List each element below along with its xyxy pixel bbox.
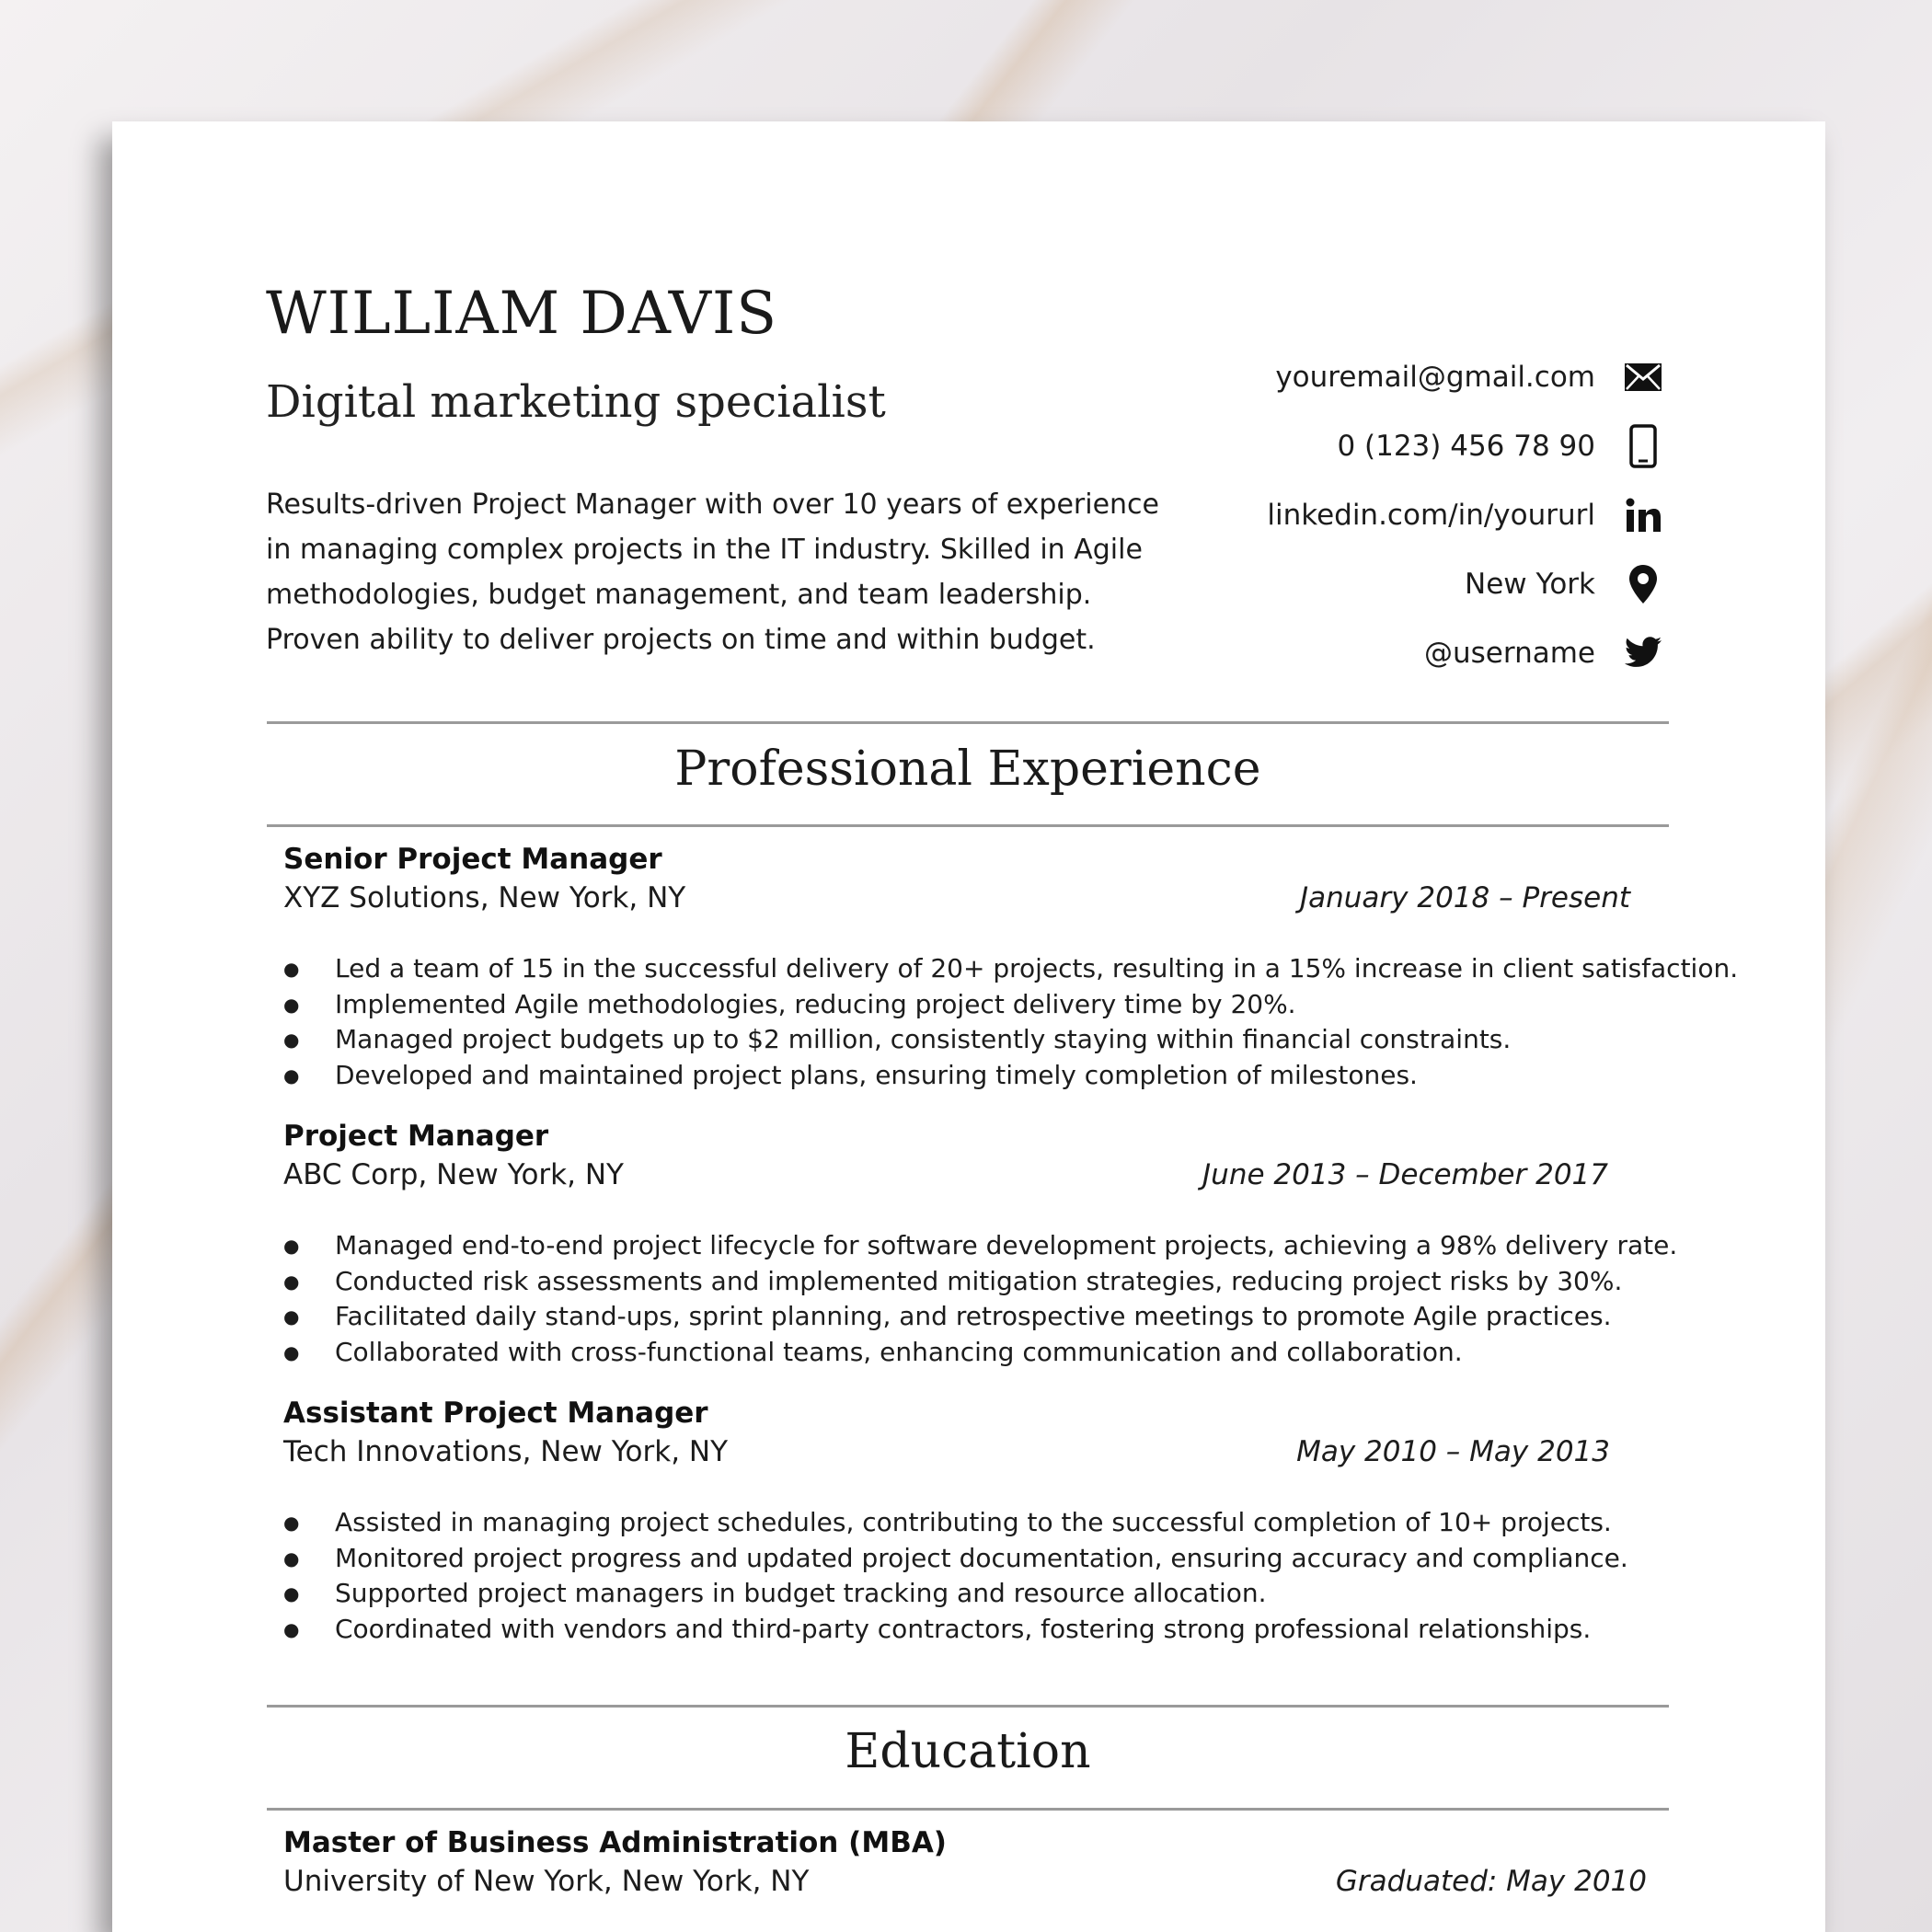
phone-icon: [1623, 426, 1663, 466]
job-company: XYZ Solutions, New York, NY: [283, 881, 686, 914]
twitter-icon: [1623, 633, 1663, 673]
job-dates: January 2018 – Present: [1299, 881, 1630, 914]
contact-phone[interactable]: [1019, 411, 1663, 480]
summary-paragraph: Results-driven Project Manager with over 10 years of experience in managing complex projects in the IT industry. Skilled in Agile methodologies, budget management, and team leadership. Proven ability to deliver projects on time and within budget.: [266, 489, 1159, 656]
candidate-title: Digital marketing specialist: [266, 376, 886, 428]
section-divider: [267, 824, 1669, 827]
contact-phone-text: 0 (123) 456 78 90: [1337, 429, 1595, 463]
job-dates: May 2010 – May 2013: [1296, 1435, 1610, 1468]
section-divider: [267, 1705, 1669, 1708]
candidate-name: WILLIAM DAVIS: [266, 280, 778, 348]
contact-email-text: youremail@gmail.com: [1275, 360, 1595, 394]
job-bullets: [283, 1505, 1719, 1647]
contact-email[interactable]: [1019, 342, 1663, 411]
job-bullets: [283, 951, 1739, 1093]
list-item: ● Developed and maintained project plans, ensuring timely completion of milestones.: [283, 1058, 1719, 1094]
degree-title: Master of Business Administration (MBA): [283, 1826, 947, 1859]
contact-twitter-text: @username: [1424, 636, 1595, 670]
list-item: ● Coordinated with vendors and third-party contractors, fostering strong professional relationships.: [283, 1612, 1719, 1648]
contact-location[interactable]: [1019, 549, 1663, 618]
list-item: ● Assisted in managing project schedules, contributing to the successful completion of 10+ projects.: [283, 1505, 1719, 1541]
list-item: ● Collaborated with cross-functional teams, enhancing communication and collaboration.: [283, 1335, 1719, 1371]
list-item: ● Facilitated daily stand-ups, sprint planning, and retrospective meetings to promote Agile practices.: [283, 1299, 1719, 1335]
resume-page: [112, 121, 1825, 1932]
list-item: ● Led a team of 15 in the successful delivery of 20+ projects, resulting in a 15% increase in client satisfaction.: [283, 951, 1719, 987]
contact-list: [1019, 342, 1663, 687]
job-company: Tech Innovations, New York, NY: [283, 1435, 729, 1468]
linkedin-icon: [1623, 495, 1663, 535]
envelope-icon: [1623, 357, 1663, 397]
contact-location-text: New York: [1465, 567, 1595, 601]
job-bullets: [283, 1228, 1719, 1370]
contact-linkedin-text: linkedin.com/in/yoururl: [1267, 498, 1595, 532]
section-divider: [267, 721, 1669, 724]
job-title: Assistant Project Manager: [283, 1397, 708, 1430]
list-item: ● Managed end-to-end project lifecycle for software development projects, achieving a 98% delivery rate.: [283, 1228, 1719, 1264]
contact-twitter[interactable]: [1019, 618, 1663, 687]
job-dates: June 2013 – December 2017: [1202, 1158, 1608, 1191]
location-pin-icon: [1623, 564, 1663, 604]
education-heading: Education: [845, 1724, 1091, 1779]
section-divider: [267, 1808, 1669, 1811]
list-item: ● Implemented Agile methodologies, reducing project delivery time by 20%.: [283, 987, 1719, 1023]
experience-heading: Professional Experience: [674, 742, 1261, 797]
contact-linkedin[interactable]: [1019, 480, 1663, 549]
list-item: ● Managed project budgets up to $2 million, consistently staying within financial constraints.: [283, 1022, 1719, 1058]
list-item: ● Monitored project progress and updated project documentation, ensuring accuracy and compliance.: [283, 1541, 1719, 1577]
graduation-date: Graduated: May 2010: [1335, 1865, 1647, 1898]
job-title: Senior Project Manager: [283, 843, 662, 876]
school-name: University of New York, New York, NY: [283, 1865, 810, 1898]
list-item: ● Supported project managers in budget tracking and resource allocation.: [283, 1576, 1719, 1612]
list-item: ● Conducted risk assessments and implemented mitigation strategies, reducing project risks by 30%.: [283, 1264, 1719, 1300]
job-company: ABC Corp, New York, NY: [283, 1158, 624, 1191]
job-title: Project Manager: [283, 1120, 549, 1153]
